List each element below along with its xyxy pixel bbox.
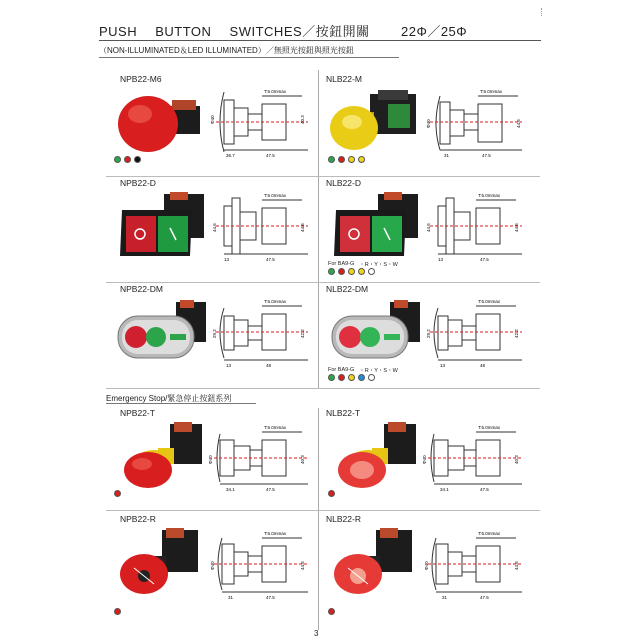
svg-text:13: 13 [440, 363, 446, 368]
svg-text:T:5.0mmax: T:5.0mmax [264, 299, 287, 304]
svg-text:48: 48 [480, 363, 486, 368]
color-dot-red [124, 156, 131, 163]
svg-text:47.5: 47.5 [266, 153, 275, 158]
illuminated-twist-release-photo [328, 526, 424, 596]
dual-metal-button-photo [114, 296, 210, 366]
svg-text:31: 31 [442, 595, 448, 600]
svg-text:T:5.0mmax: T:5.0mmax [478, 193, 501, 198]
svg-text:47.5: 47.5 [480, 257, 489, 262]
svg-text:T:5.0mmax: T:5.0mmax [264, 425, 287, 430]
title-chinese: ／按鈕開關 [302, 24, 370, 39]
subtitle-rule [99, 57, 399, 58]
bulb-colors-list: ・R・Y・S・W [359, 262, 398, 268]
svg-text:34.1: 34.1 [440, 487, 449, 492]
illuminated-double-button-photo [328, 190, 424, 260]
svg-text:31: 31 [228, 595, 234, 600]
dimension-drawing [426, 84, 532, 160]
emergency-stop-photo [114, 420, 210, 490]
color-dot-black [134, 156, 141, 163]
svg-text:13: 13 [224, 257, 230, 262]
product-cell [106, 74, 318, 174]
svg-text:48: 48 [266, 363, 272, 368]
color-dot-red [328, 490, 335, 497]
color-dot-green [114, 156, 121, 163]
dimension-drawing [426, 524, 532, 600]
emergency-rule [106, 403, 256, 404]
color-options [328, 366, 398, 374]
color-dot-red [114, 608, 121, 615]
product-cell [106, 514, 318, 626]
bulb-colors-list: ・R・Y・S・W [359, 368, 398, 374]
svg-text:47.5: 47.5 [480, 595, 489, 600]
page-title [99, 21, 468, 40]
column-divider-top [318, 70, 319, 388]
svg-text:Φ40: Φ40 [210, 561, 215, 570]
color-dot-red [338, 268, 345, 275]
color-options [328, 268, 375, 275]
product-cell [320, 514, 532, 626]
svg-text:47.5: 47.5 [266, 595, 275, 600]
color-options [114, 490, 121, 497]
dimension-drawing [426, 294, 532, 370]
svg-text:29.2: 29.2 [426, 329, 431, 338]
svg-text:42.2: 42.2 [514, 329, 519, 338]
row-divider [106, 510, 540, 511]
color-dot-white [368, 268, 375, 275]
bulb-for-label: For BA9-G [328, 261, 355, 267]
edge-mark [541, 8, 542, 16]
svg-text:31: 31 [444, 153, 450, 158]
dimension-drawing [426, 188, 532, 264]
double-button-photo [114, 190, 210, 260]
color-options [328, 608, 335, 615]
product-cell [106, 178, 318, 278]
svg-text:T:5.0mmax: T:5.0mmax [264, 89, 287, 94]
emergency-stop-title: Emergency Stop/緊急停止按鈕系列 [106, 394, 232, 403]
svg-text:44.6: 44.6 [514, 561, 519, 570]
color-options [114, 156, 141, 163]
color-options [328, 374, 375, 381]
color-dot-yellow [358, 156, 365, 163]
svg-text:44.6: 44.6 [300, 561, 305, 570]
dimension-drawing [208, 418, 318, 494]
color-dot-red [338, 156, 345, 163]
product-cell [320, 178, 532, 278]
model-label: NLB22-M [326, 74, 362, 84]
svg-text:42.2: 42.2 [300, 329, 305, 338]
dimension-drawing [212, 84, 318, 160]
color-dot-green [328, 156, 335, 163]
product-cell [106, 284, 318, 388]
dimension-drawing [212, 294, 318, 370]
svg-text:Φ40: Φ40 [426, 119, 431, 128]
title-rule [99, 40, 541, 41]
color-options [328, 260, 398, 268]
svg-text:T:5.0mmax: T:5.0mmax [478, 299, 501, 304]
svg-text:36.7: 36.7 [226, 153, 235, 158]
svg-text:T:5.0mmax: T:5.0mmax [264, 193, 287, 198]
model-label: NLB22-D [326, 178, 361, 188]
title-sizes: 22Φ／25Φ [401, 24, 468, 39]
svg-text:Φ40: Φ40 [208, 455, 213, 464]
model-label: NLB22-T [326, 408, 361, 418]
color-options [328, 490, 335, 497]
model-label: NPB22-T [120, 408, 155, 418]
product-cell [106, 408, 318, 508]
color-dot-yellow [348, 374, 355, 381]
color-dot-white [368, 374, 375, 381]
svg-text:44.6: 44.6 [514, 223, 519, 232]
mushroom-button-photo [114, 86, 210, 156]
product-cell [320, 408, 532, 508]
row-divider [106, 176, 540, 177]
svg-text:40.3: 40.3 [300, 115, 305, 124]
title-english: PUSH BUTTON SWITCHES [99, 24, 303, 39]
svg-text:T:5.0mmax: T:5.0mmax [478, 531, 501, 536]
row-divider [106, 282, 540, 283]
svg-text:44.6: 44.6 [516, 119, 521, 128]
svg-text:T:5.0mmax: T:5.0mmax [264, 531, 287, 536]
svg-text:44.6: 44.6 [426, 223, 431, 232]
color-dot-green [328, 268, 335, 275]
illuminated-emergency-stop-photo [328, 420, 424, 490]
model-label: NLB22-R [326, 514, 361, 524]
bulb-for-label: For BA9-G [328, 367, 355, 373]
color-dot-red [114, 490, 121, 497]
twist-release-stop-photo [114, 526, 210, 596]
page-number: 3 [314, 629, 319, 638]
color-dot-red [338, 374, 345, 381]
color-options [328, 156, 365, 163]
svg-text:44.6: 44.6 [212, 223, 217, 232]
svg-text:13: 13 [438, 257, 444, 262]
row-divider [106, 388, 540, 389]
svg-text:44.6: 44.6 [300, 223, 305, 232]
svg-text:34.1: 34.1 [226, 487, 235, 492]
svg-text:47.5: 47.5 [482, 153, 491, 158]
model-label: NPB22-DM [120, 284, 163, 294]
column-divider-bottom [318, 408, 319, 630]
svg-text:T:5.0mmax: T:5.0mmax [480, 89, 503, 94]
product-cell [320, 284, 532, 388]
color-dot-red [328, 608, 335, 615]
color-dot-blue [358, 374, 365, 381]
illuminated-mushroom-photo [328, 86, 424, 156]
svg-text:47.5: 47.5 [480, 487, 489, 492]
svg-text:47.5: 47.5 [266, 487, 275, 492]
svg-text:Φ40: Φ40 [424, 561, 429, 570]
illuminated-dual-metal-photo [328, 296, 424, 366]
svg-text:40.3: 40.3 [514, 455, 519, 464]
svg-text:Φ40: Φ40 [210, 115, 215, 124]
svg-text:29.2: 29.2 [212, 329, 217, 338]
svg-text:40.3: 40.3 [300, 455, 305, 464]
product-cell [320, 74, 532, 174]
model-label: NPB22-R [120, 514, 156, 524]
color-dot-yellow [348, 268, 355, 275]
model-label: NPB22-M6 [120, 74, 162, 84]
model-label: NLB22-DM [326, 284, 369, 294]
svg-text:47.5: 47.5 [266, 257, 275, 262]
page-subtitle: （NON-ILLUMINATED＆LED ILLUMINATED）／無照光按鈕與照光按鈕 [99, 46, 354, 55]
color-dot-yellow [348, 156, 355, 163]
svg-text:T:5.0mmax: T:5.0mmax [478, 425, 501, 430]
model-label: NPB22-D [120, 178, 156, 188]
dimension-drawing [422, 418, 532, 494]
dimension-drawing [212, 524, 318, 600]
dimension-drawing [212, 188, 318, 264]
color-dot-yellow [358, 268, 365, 275]
color-dot-green [328, 374, 335, 381]
color-options [114, 608, 121, 615]
svg-text:13: 13 [226, 363, 232, 368]
svg-text:Φ40: Φ40 [422, 455, 427, 464]
